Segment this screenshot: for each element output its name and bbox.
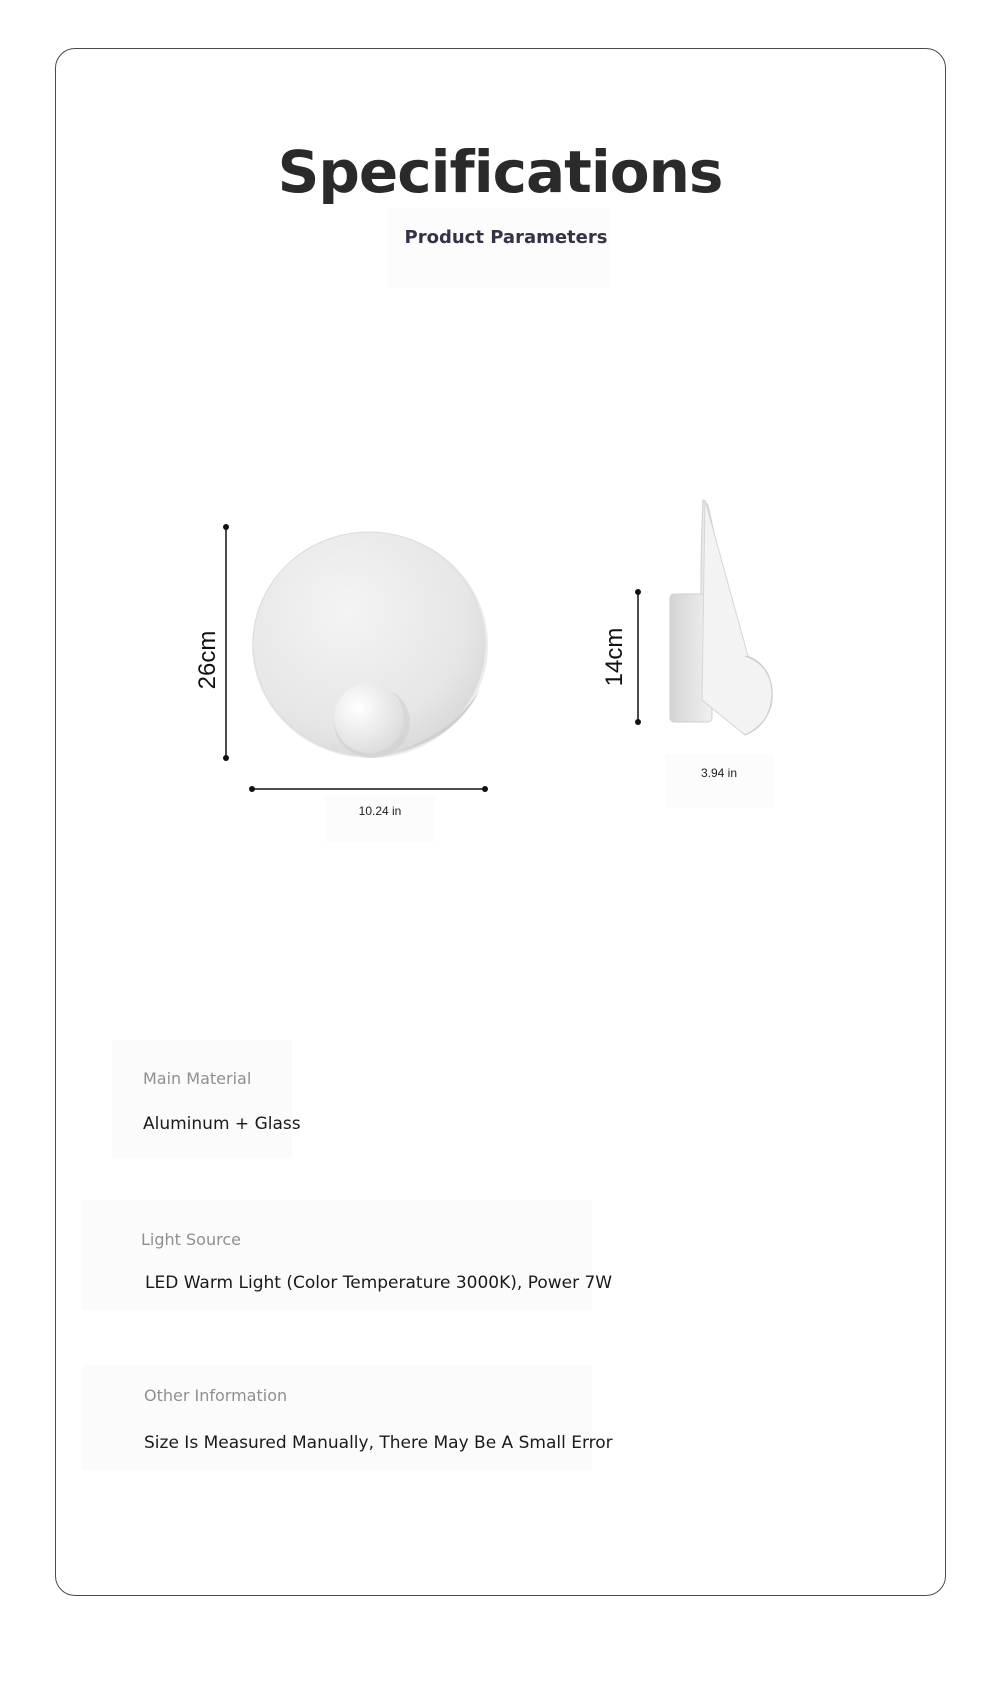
spec-value-other: Size Is Measured Manually, There May Be A Small Error — [144, 1433, 613, 1453]
front-height-label: 26cm — [194, 630, 221, 690]
spec-bg-light — [82, 1200, 592, 1310]
front-height-dimension — [223, 524, 229, 761]
side-height-dimension — [635, 589, 641, 725]
side-view-lamp — [670, 500, 772, 735]
spec-value-light: LED Warm Light (Color Temperature 3000K), Power 7W — [145, 1273, 613, 1293]
page-subtitle: Product Parameters — [404, 227, 608, 248]
spec-label-other: Other Information — [144, 1386, 288, 1405]
page-title: Specifications — [277, 138, 723, 206]
spec-label-material: Main Material — [143, 1069, 252, 1088]
side-height-label: 14cm — [601, 627, 628, 687]
front-view-lamp — [252, 532, 488, 758]
spec-bg-material — [112, 1040, 292, 1158]
front-width-label: 10.24 in — [325, 796, 435, 842]
front-width-dimension — [249, 786, 488, 792]
spec-value-material: Aluminum + Glass — [143, 1114, 301, 1134]
spec-label-light: Light Source — [141, 1230, 241, 1249]
side-depth-label: 3.94 in — [665, 754, 773, 808]
spec-bg-other — [82, 1365, 592, 1470]
